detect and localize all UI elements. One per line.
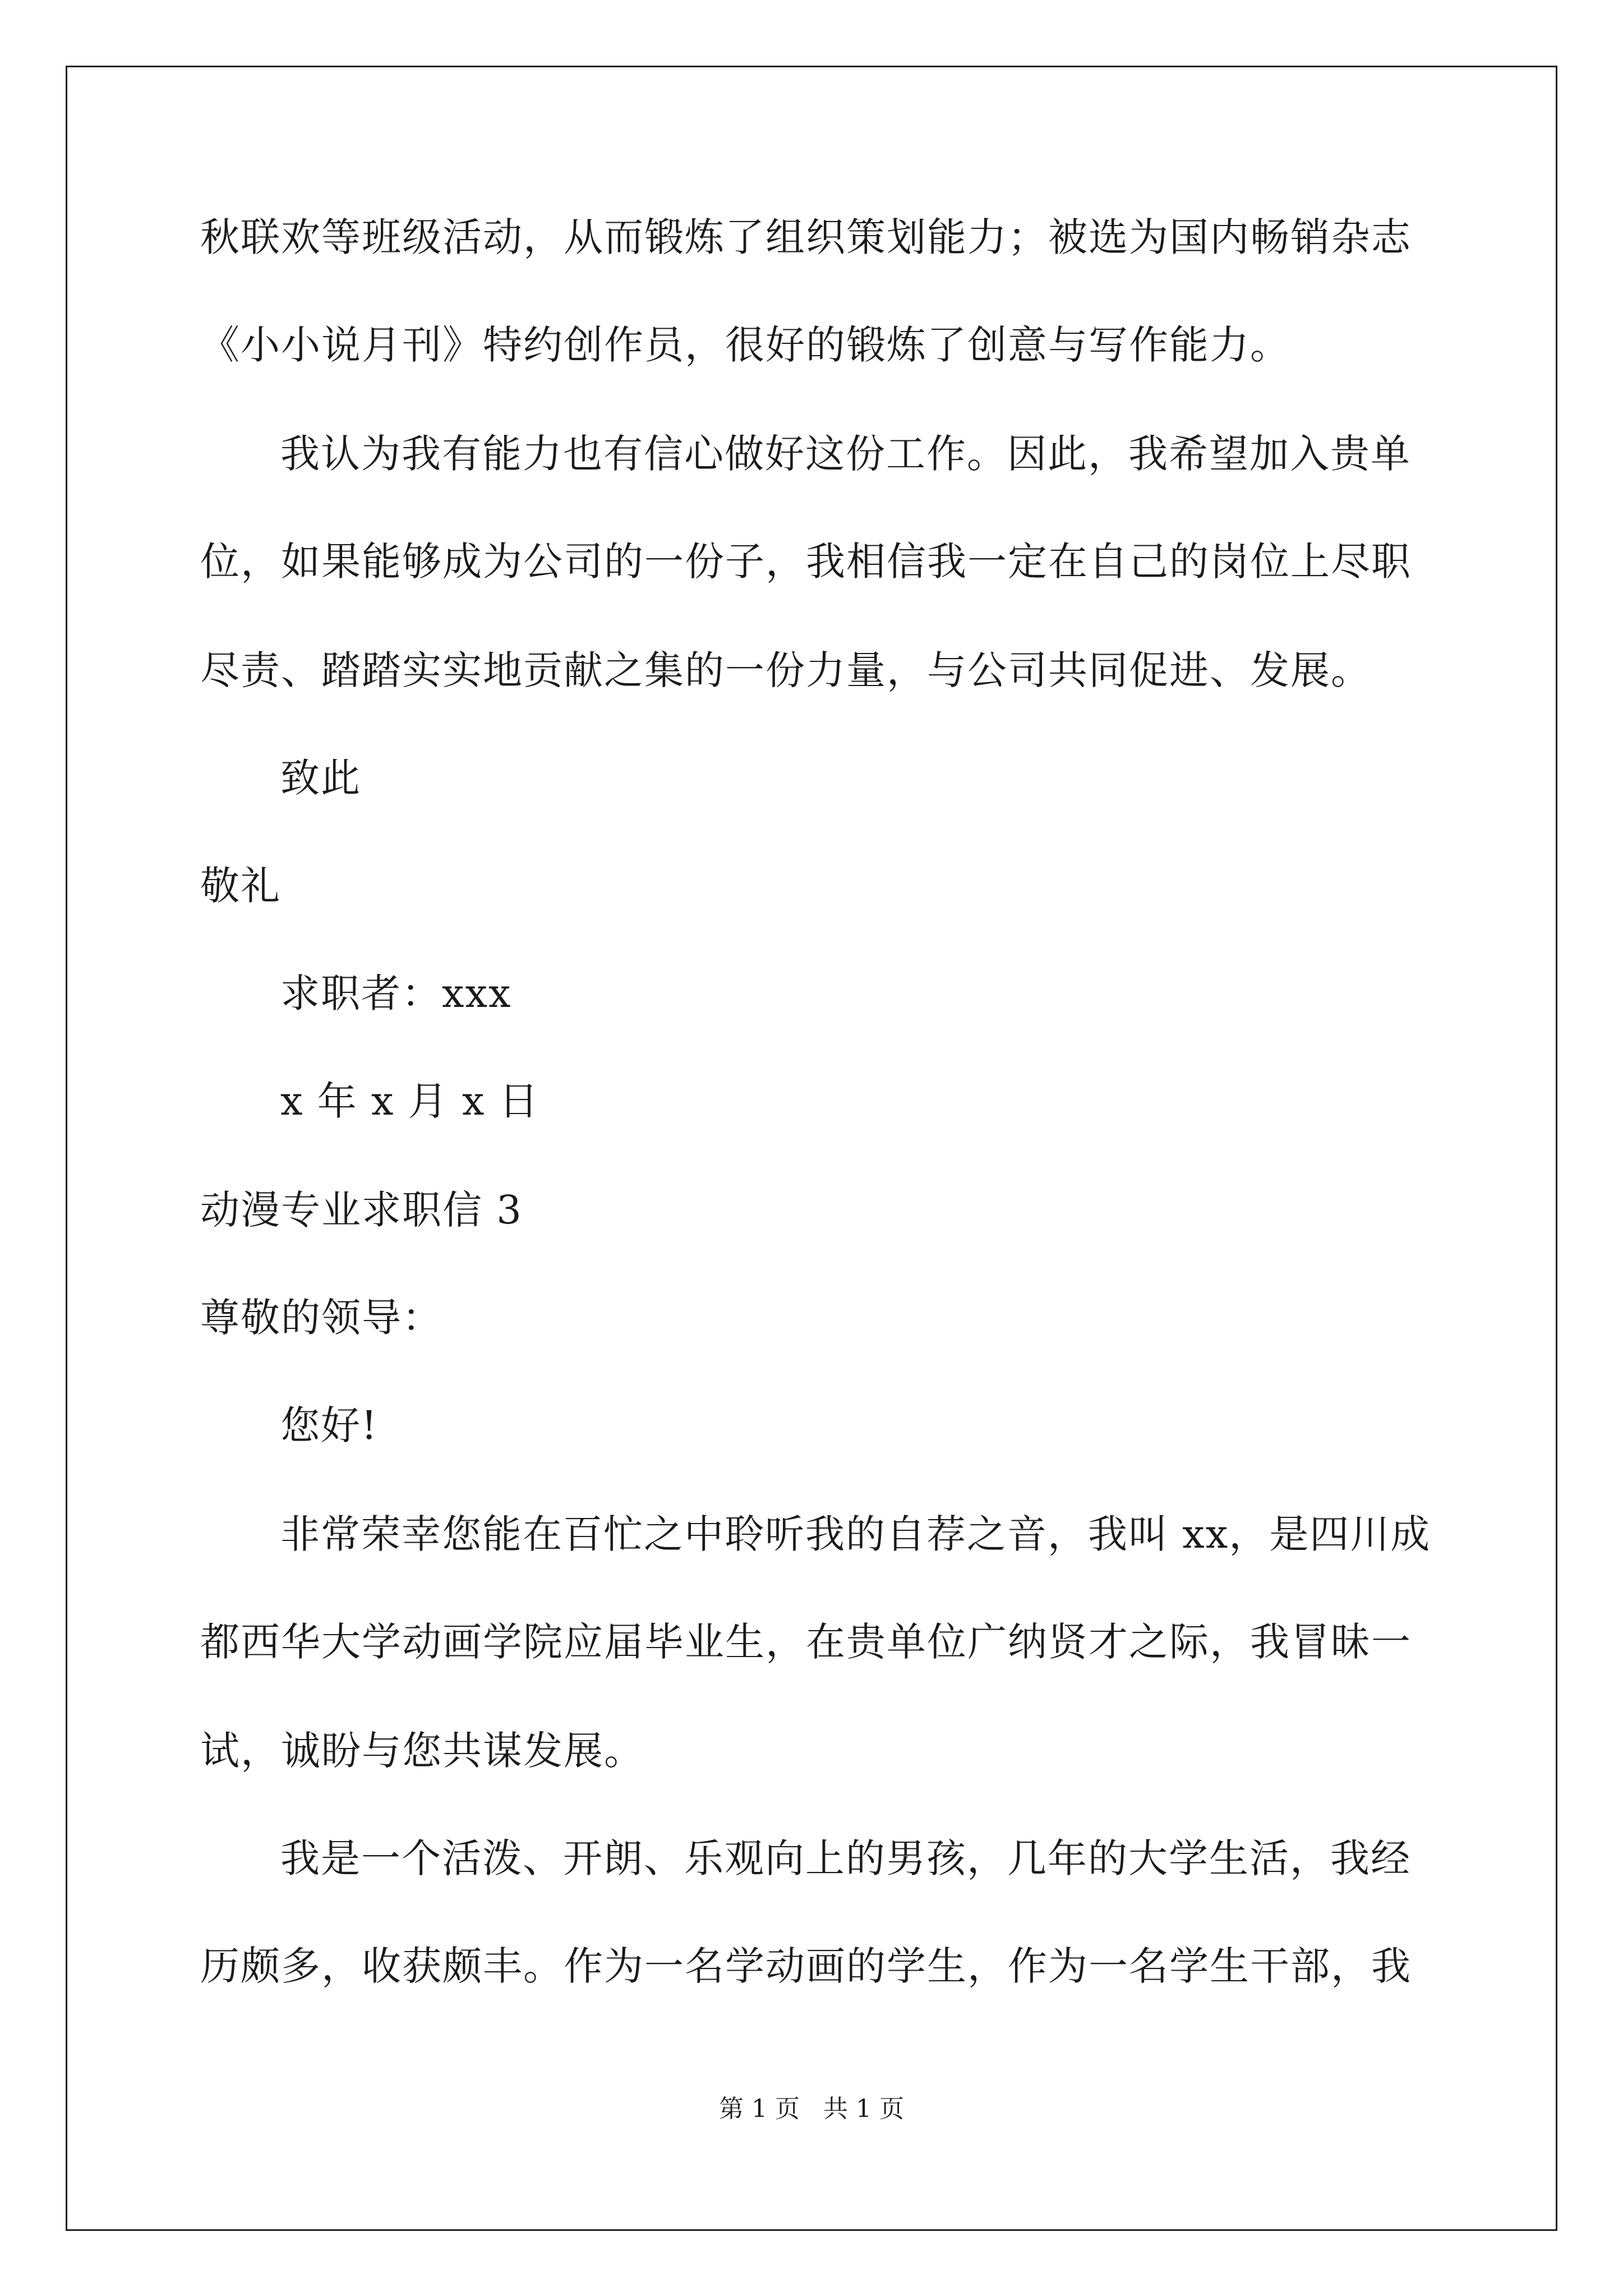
text-line: 历颇多，收获颇丰。作为一名学动画的学生，作为一名学生干部，我 [200,1943,1412,1989]
text-line: 《小小说月刊》特约创作员，很好的锻炼了创意与写作能力。 [200,322,1290,368]
text-line: 我认为我有能力也有信心做好这份工作。因此，我希望加入贵单 [280,431,1411,477]
closing-regards: 敬礼 [200,863,281,909]
text-line: 非常荣幸您能在百忙之中聆听我的自荐之音，我叫 xx，是四川成 [280,1511,1431,1557]
text-line: 试，诚盼与您共谋发展。 [200,1728,644,1774]
signature-name: 求职者：xxx [280,970,512,1016]
page-footer: 第 1 页 共 1 页 [719,2095,904,2123]
greeting: 尊敬的领导： [200,1295,442,1341]
text-line: 我是一个活泼、开朗、乐观向上的男孩，几年的大学生活，我经 [280,1835,1411,1881]
greeting-hello: 您好! [280,1402,379,1448]
text-line: 位，如果能够成为公司的一份子，我相信我一定在自己的岗位上尽职 [200,539,1412,585]
text-line: 尽责、踏踏实实地贡献之集的一份力量，与公司共同促进、发展。 [200,647,1371,693]
section-heading: 动漫专业求职信 3 [200,1187,523,1233]
page-border [66,66,1557,2231]
text-line: 都西华大学动画学院应届毕业生，在贵单位广纳贤才之际，我冒昧一 [200,1619,1412,1665]
closing-salutation: 致此 [280,755,361,801]
text-line: 秋联欢等班级活动，从而锻炼了组织策划能力；被选为国内畅销杂志 [200,214,1412,260]
signature-date: x 年 x 月 x 日 [280,1078,540,1124]
